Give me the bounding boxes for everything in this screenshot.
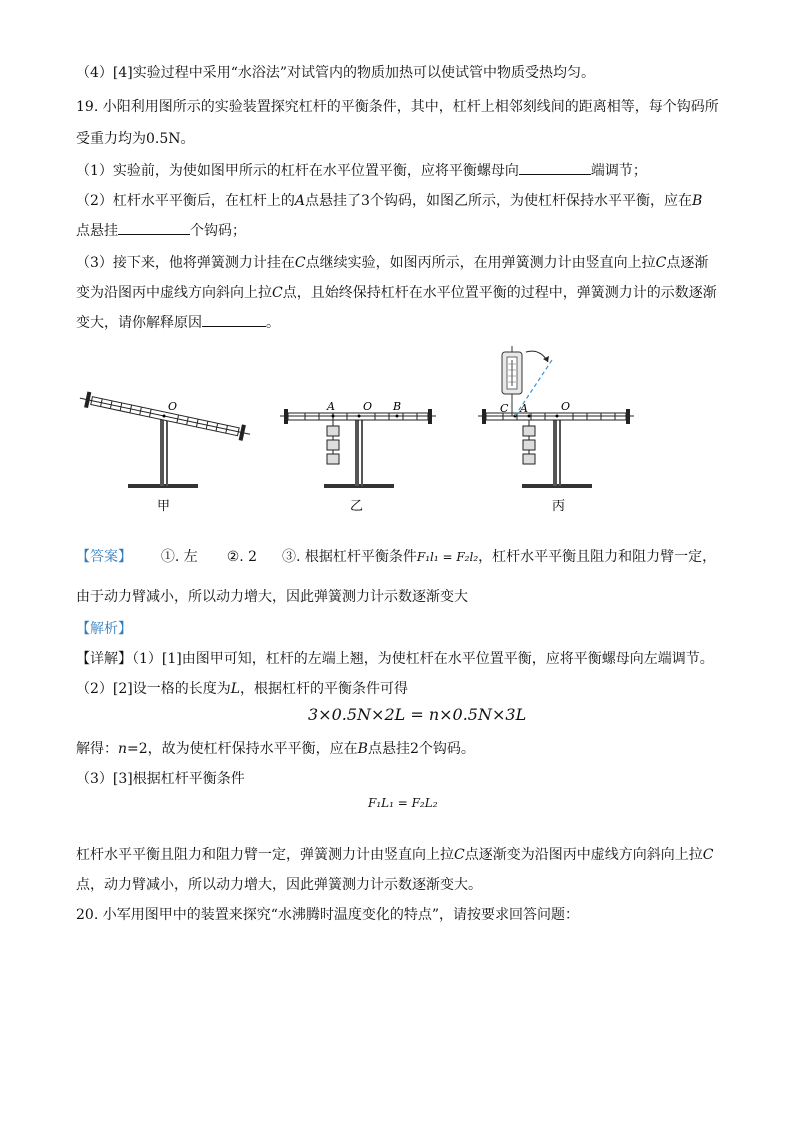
detail-2-suffix: ，根据杠杆的平衡条件可得: [240, 681, 409, 697]
detail-3: [76, 738, 475, 758]
q19-part2: [76, 190, 702, 210]
point-c-label: C: [294, 255, 306, 271]
point-c-label: C: [500, 402, 509, 415]
q19-part2b-suffix: 个钩码；: [190, 223, 246, 239]
detail-3-suffix: 点悬挂2个钩码。: [367, 741, 475, 757]
pivot-o-label: O: [561, 400, 571, 413]
question-19-line1: 19. 小阳利用图所示的实验装置探究杠杆的平衡条件，其中，杠杆上相邻刻线间的距离相等，每个钩码所: [76, 99, 719, 115]
q19-part2b: [76, 220, 246, 240]
answer-3: ③. 根据杠杆平衡条件: [281, 549, 417, 565]
q19-part3a-mid: 点继续实验，如图丙所示，在用弹簧测力计由竖直向上拉: [305, 255, 656, 271]
detail-6: 点，动力臂减小，所以动力增大，因此弹簧测力计示数逐渐变大。: [76, 877, 482, 893]
q19-part1-text: （1）实验前，为使如图甲所示的杠杆在水平位置平衡，应将平衡螺母向: [76, 163, 519, 179]
q19-part3c-text: 变大，请你解释原因: [76, 315, 202, 331]
q19-part3c-suffix: 。: [266, 315, 280, 331]
answer-blank-2[interactable]: [118, 222, 190, 235]
figure-yi-caption: 乙: [350, 499, 364, 514]
pivot-o-label: O: [168, 400, 178, 413]
point-a-label: A: [294, 193, 306, 209]
q19-part3b: [76, 282, 717, 302]
answer-1: ①. 左: [160, 549, 198, 565]
q19-part2b-text: 点悬挂: [76, 223, 118, 239]
detail-5: [76, 844, 713, 864]
answer-line2: 由于动力臂减小，所以动力增大，因此弹簧测力计示数逐渐变大: [76, 589, 468, 605]
detail-5-text: 杠杆水平平衡且阻力和阻力臂一定，弹簧测力计由竖直向上拉: [76, 847, 454, 863]
pivot-o-label: O: [363, 400, 373, 413]
detail-4: （3）[3]根据杠杆平衡条件: [76, 771, 245, 787]
item-4-text: （4）[4]实验过程中采用“水浴法”对试管内的物质加热可以使试管中物质受热均匀。: [76, 65, 596, 81]
answer-2: ②. 2: [226, 549, 258, 565]
detail-2: [76, 678, 408, 698]
analysis-tag: 【解析】: [76, 621, 132, 637]
answer-line1: [76, 546, 716, 566]
detail-5-mid: 点逐渐变为沿图丙中虚线方向斜向上拉: [464, 847, 703, 863]
figure-jia: [78, 390, 252, 514]
point-a-label: A: [327, 400, 335, 413]
figure-bing-caption: 丙: [552, 499, 566, 514]
q19-part1-suffix: 端调节；: [590, 163, 647, 179]
point-c-label: C: [272, 285, 283, 301]
point-b-label: B: [357, 741, 368, 757]
answer-3-suffix: ，杠杆水平平衡且阻力和阻力臂一定，: [478, 549, 717, 565]
point-b-label: B: [691, 193, 703, 209]
equation-1: 3×0.5N×2L = n×0.5N×3L: [308, 705, 527, 724]
figure-yi: [280, 400, 436, 514]
q19-part2-mid: 点悬挂了3个钩码，如图乙所示，为使杠杆保持水平平衡，应在: [305, 193, 692, 209]
q19-part2-text: （2）杠杆水平平衡后，在杠杆上的: [76, 193, 295, 209]
lever-equation: F₁l₁ = F₂l₂: [416, 550, 479, 564]
answer-blank-3[interactable]: [202, 314, 266, 327]
q19-part1: [76, 160, 647, 180]
q19-part3a: [76, 252, 708, 272]
detail-2-text: （2）[2]设一格的长度为: [76, 681, 231, 697]
figure-jia-caption: 甲: [157, 499, 171, 514]
question-20: 20. 小军用图甲中的装置来探究“水沸腾时温度变化的特点”，请按要求回答问题：: [76, 907, 580, 923]
q19-part3b-text: 变为沿图丙中虚线方向斜向上拉: [76, 285, 272, 301]
detail-1: 【详解】（1）[1]由图甲可知，杠杆的左端上翘，为使杠杆在水平位置平衡，应将平衡螺母向左端调节。: [76, 651, 714, 667]
point-a-label: A: [520, 402, 528, 415]
point-b-label: B: [393, 400, 402, 413]
q19-part3a-suffix: 点逐渐: [666, 255, 709, 271]
answer-blank-1[interactable]: [519, 162, 591, 175]
point-c-label: C: [702, 847, 714, 863]
question-19-line2: 受重力均为0.5N。: [76, 131, 195, 147]
point-c-label: C: [655, 255, 667, 271]
answer-tag: 【答案】: [76, 549, 132, 565]
n-symbol: n: [118, 741, 128, 757]
lever-figures: [0, 340, 800, 530]
q19-part3a-text: （3）接下来，他将弹簧测力计挂在: [76, 255, 295, 271]
equation-2: F₁L₁ = F₂L₂: [368, 796, 438, 810]
detail-3-mid: =2，故为使杠杆保持水平平衡，应在: [127, 741, 358, 757]
detail-3-text: 解得：: [76, 741, 118, 757]
q19-part3c: [76, 312, 280, 332]
length-symbol: L: [230, 681, 241, 697]
figure-bing: [478, 346, 634, 514]
point-c-label: C: [454, 847, 465, 863]
q19-part3b-suffix: 点，且始终保持杠杆在水平位置平衡的过程中，弹簧测力计的示数逐渐: [282, 285, 717, 301]
